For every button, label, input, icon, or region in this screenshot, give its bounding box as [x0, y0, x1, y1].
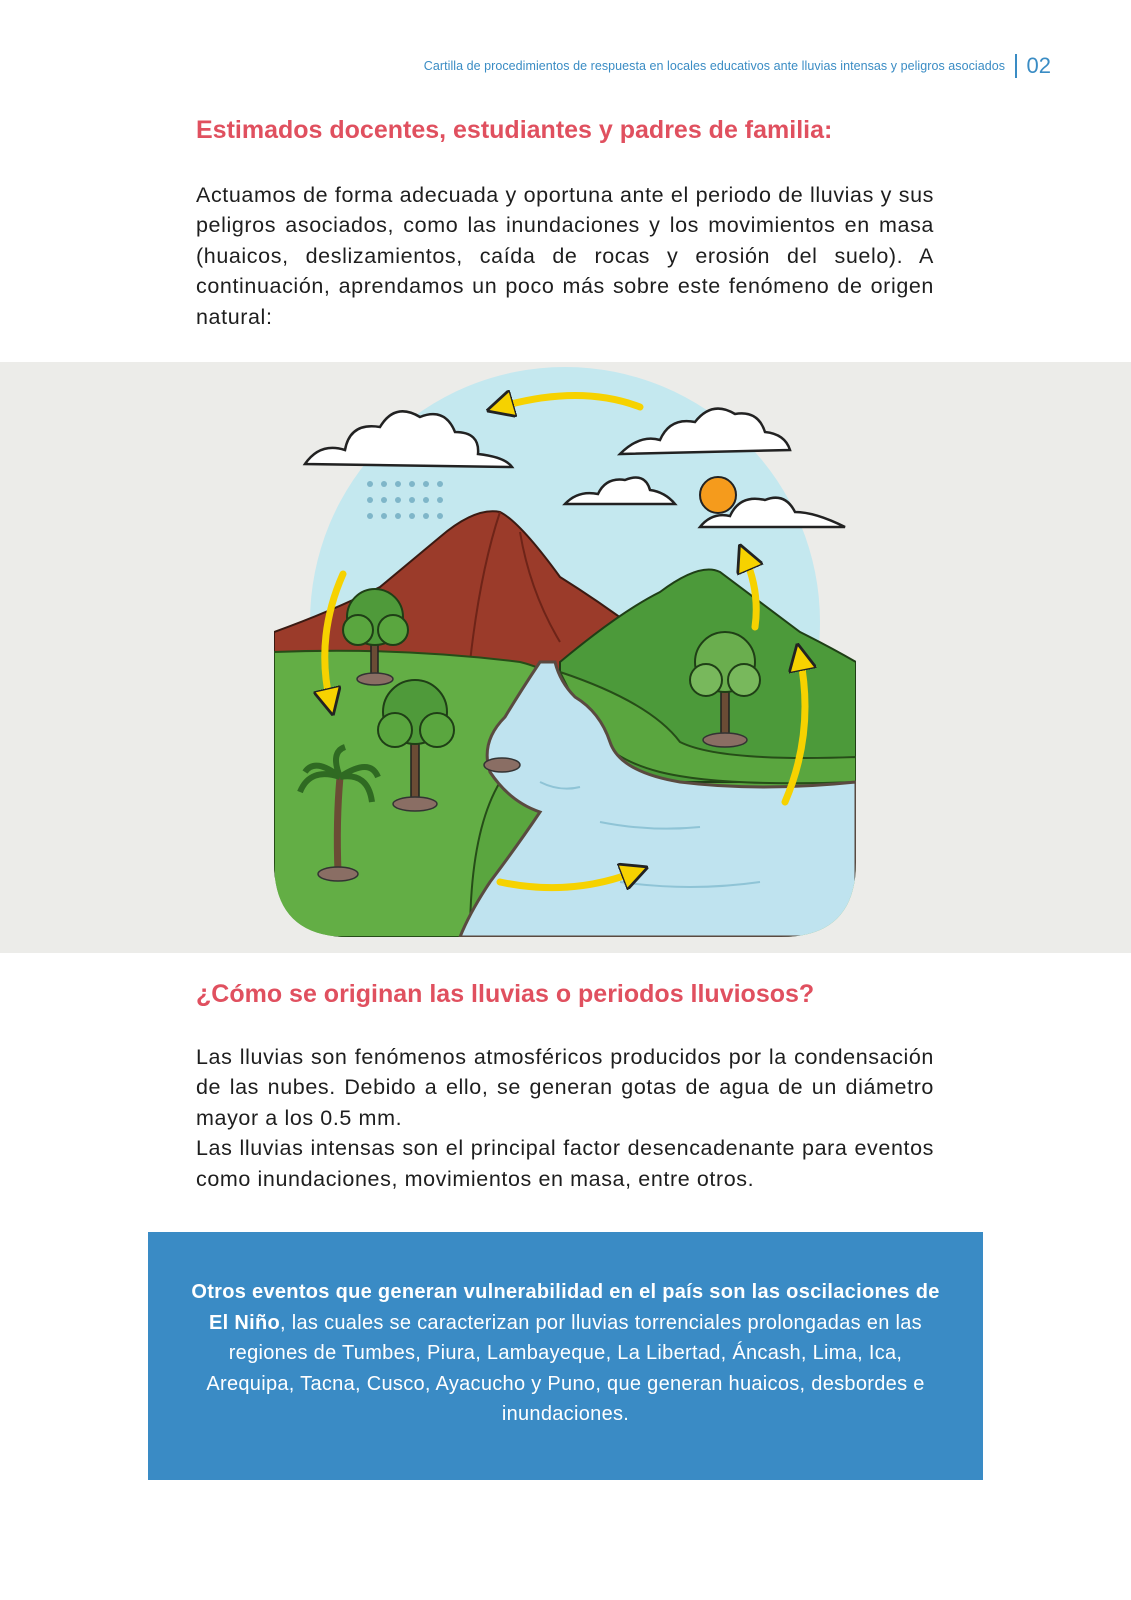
water-cycle-illustration [0, 362, 1131, 953]
callout-box [148, 1232, 983, 1480]
header-divider [1015, 54, 1017, 78]
callout-bold-text: Otros eventos que generan vulnerabilidad en el país son las oscilaciones de El Niño [191, 1281, 940, 1334]
rock [484, 758, 520, 772]
page-header [424, 54, 1051, 78]
page-number: 02 [1026, 53, 1051, 78]
origin-heading: ¿Cómo se originan las lluvias o periodos lluviosos? [196, 980, 815, 1008]
origin-paragraph [196, 1042, 934, 1194]
origin-paragraph-2: Las lluvias intensas son el principal factor desencadenante para eventos como inundaciones, movimientos en masa, entre otros. [196, 1136, 934, 1191]
origin-paragraph-1: Las lluvias son fenómenos atmosféricos producidos por la condensación de las nubes. Debido a ello, se generan gotas de agua de un diámetro mayor a los 0.5 mm. [196, 1045, 934, 1130]
sun [700, 477, 736, 513]
callout-regular-text: , las cuales se caracterizan por lluvias torrenciales prolongadas en las regiones de Tumbes, Piura, Lambayeque, La Libertad, Áncash, Lima, Ica, Arequipa, Tacna, Cusco, Ayacucho y Puno, que generan huaicos, desbordes e inundaciones. [206, 1311, 925, 1425]
intro-paragraph: Actuamos de forma adecuada y oportuna ante el periodo de lluvias y sus peligros asociados, como las inundaciones y los movimientos en masa (huaicos, deslizamientos, caída de rocas y erosión del suelo). A continuación, aprendamos un poco más sobre este fenómeno de origen natural: [196, 183, 934, 329]
callout-text [188, 1277, 943, 1430]
intro-heading: Estimados docentes, estudiantes y padres de familia: [196, 116, 833, 144]
header-title: Cartilla de procedimientos de respuesta en locales educativos ante lluvias intensas y peligros asociados [423, 59, 1006, 73]
